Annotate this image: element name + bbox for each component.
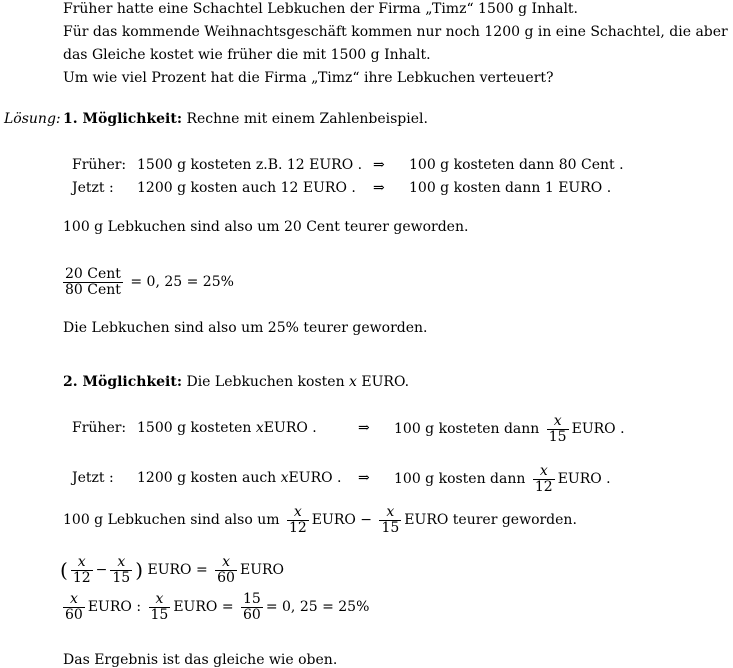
- m2-equation-1: [60, 553, 284, 587]
- m2-eq1-fraction-2: [110, 555, 132, 586]
- method-1-text: Rechne mit einem Zahlenbeispiel.: [186, 111, 428, 127]
- m1-conclusion: Die Lebkuchen sind also um 25% teurer geworden.: [63, 320, 428, 336]
- m2-row2-right: [394, 462, 611, 496]
- m2-eq1-fraction-1: [71, 555, 93, 586]
- method-2-text-post: EURO.: [361, 374, 410, 390]
- m2-eq2-fraction-2-denominator: 15: [150, 606, 169, 623]
- problem-line-1: Früher hatte eine Schachtel Lebkuchen der Firma „Timz“ 1500 g Inhalt.: [63, 1, 579, 17]
- m2-row2-arrow: ⇒: [358, 470, 370, 486]
- m1-row1-arrow: ⇒: [373, 157, 385, 173]
- m2-statement-fraction-2: [379, 505, 401, 536]
- problem-line-4: Um wie viel Prozent hat die Firma „Timz“ ihre Lebkuchen verteuert?: [63, 70, 554, 86]
- method-1-heading: 1. Möglichkeit:: [63, 111, 183, 127]
- problem-line-2: Für das kommende Weihnachtsgeschäft kommen nur noch 1200 g in eine Schachtel, die aber: [63, 24, 728, 40]
- m2-row1-left-pre: 1500 g kosteten: [137, 420, 252, 436]
- m2-equation-2: [60, 590, 369, 624]
- m2-row1-right-pre: 100 g kosteten dann: [394, 421, 540, 437]
- m1-row1-label: Früher:: [72, 157, 127, 173]
- m1-row2-left: 1200 g kosten auch 12 EURO .: [137, 180, 356, 196]
- m2-eq1-fraction-3-numerator: x: [222, 553, 230, 570]
- m2-statement-fraction-2-numerator: x: [386, 503, 395, 520]
- method-2-text-pre: Die Lebkuchen kosten: [186, 374, 345, 390]
- m2-eq2-fraction-1: [63, 592, 85, 623]
- m2-eq1-minus: −: [95, 562, 108, 578]
- m2-conclusion: Das Ergebnis ist das gleiche wie oben.: [63, 652, 338, 668]
- m2-eq1-post: EURO: [239, 562, 285, 578]
- m2-eq2-fraction-1-denominator: 60: [65, 606, 83, 623]
- problem-line-3: das Gleiche kostet wie früher die mit 1500 g Inhalt.: [63, 47, 431, 63]
- m2-eq2-fraction-2-numerator: x: [155, 590, 164, 607]
- m1-fraction-result: = 0, 25 = 25%: [130, 274, 234, 290]
- m2-statement-fraction-2-denominator: 15: [381, 519, 400, 536]
- m2-row1-fraction-numerator: x: [553, 412, 562, 429]
- m2-eq1-mid: EURO =: [147, 562, 208, 578]
- m2-row1-left-post: EURO .: [263, 420, 317, 436]
- m2-eq1-fraction-2-numerator: x: [117, 553, 126, 570]
- m2-row2-right-pre: 100 g kosten dann: [394, 471, 526, 487]
- m1-row2-label: Jetzt :: [72, 180, 114, 196]
- m2-statement-fraction-1-numerator: x: [293, 503, 302, 520]
- m1-row1-left: 1500 g kosteten z.B. 12 EURO .: [137, 157, 363, 173]
- m1-row2-right: 100 g kosten dann 1 EURO .: [409, 180, 612, 196]
- m2-eq1-paren-close: ): [135, 558, 144, 582]
- m1-statement: 100 g Lebkuchen sind also um 20 Cent teurer geworden.: [63, 219, 469, 235]
- m2-row1-left: [137, 420, 317, 436]
- m2-eq2-mid-1: EURO :: [87, 599, 142, 615]
- m2-row1-fraction-denominator: 15: [548, 428, 567, 445]
- m2-eq2-fraction-3: [241, 592, 263, 623]
- m2-row1-fraction: [547, 414, 569, 445]
- m2-row2-fraction-denominator: 12: [534, 478, 553, 495]
- method-2-text-var: x: [349, 374, 357, 390]
- m2-statement-post: EURO teurer geworden.: [404, 512, 577, 528]
- m2-eq2-mid-2: EURO =: [173, 599, 234, 615]
- m2-row1-right: [394, 412, 625, 446]
- m2-eq1-fraction-2-denominator: 15: [112, 569, 131, 586]
- m2-eq2-fraction-2: [149, 592, 171, 623]
- m2-row2-label: Jetzt :: [72, 470, 114, 486]
- m2-row2-left-var: x: [280, 470, 289, 486]
- m2-eq2-post: = 0, 25 = 25%: [265, 599, 370, 615]
- m2-row1-right-post: EURO .: [571, 421, 625, 437]
- method-2-heading: 2. Möglichkeit:: [63, 374, 183, 390]
- m2-row1-arrow: ⇒: [358, 420, 370, 436]
- m2-row2-fraction-numerator: x: [539, 462, 548, 479]
- m2-row2-fraction: [533, 464, 555, 495]
- m2-eq2-fraction-1-numerator: x: [69, 590, 78, 607]
- m2-statement: [63, 503, 577, 537]
- m2-row1-label: Früher:: [72, 420, 127, 436]
- method-2-intro: [63, 374, 409, 390]
- m1-row1-right: 100 g kosteten dann 80 Cent .: [409, 157, 624, 173]
- m2-row2-left-pre: 1200 g kosten auch: [137, 470, 277, 486]
- m2-eq2-fraction-3-numerator: 15: [243, 590, 261, 607]
- m2-row2-left-post: EURO .: [288, 470, 342, 486]
- method-1-intro: [63, 111, 428, 127]
- solution-label: Lösung:: [4, 111, 61, 127]
- m1-fraction-equation: [60, 265, 234, 299]
- m2-eq1-paren-open: (: [60, 558, 68, 582]
- m2-eq1-fraction-1-denominator: 12: [72, 569, 91, 586]
- m2-eq1-fraction-3: [215, 555, 237, 586]
- m2-eq1-fraction-3-denominator: 60: [217, 569, 235, 586]
- m2-eq2-fraction-3-denominator: 60: [243, 606, 261, 623]
- m2-statement-fraction-1-denominator: 12: [288, 519, 307, 536]
- m2-row2-right-post: EURO .: [557, 471, 611, 487]
- m2-statement-fraction-1: [287, 505, 309, 536]
- m2-row1-left-var: x: [255, 420, 264, 436]
- m2-statement-mid: EURO −: [311, 512, 373, 528]
- m2-eq1-fraction-1-numerator: x: [77, 553, 86, 570]
- m2-row2-left: [137, 470, 341, 486]
- m1-fraction: [63, 267, 123, 298]
- m1-fraction-numerator: 20 Cent: [65, 265, 121, 282]
- m1-row2-arrow: ⇒: [373, 180, 385, 196]
- m2-statement-pre: 100 g Lebkuchen sind also um: [63, 512, 280, 528]
- m1-fraction-denominator: 80 Cent: [65, 281, 121, 298]
